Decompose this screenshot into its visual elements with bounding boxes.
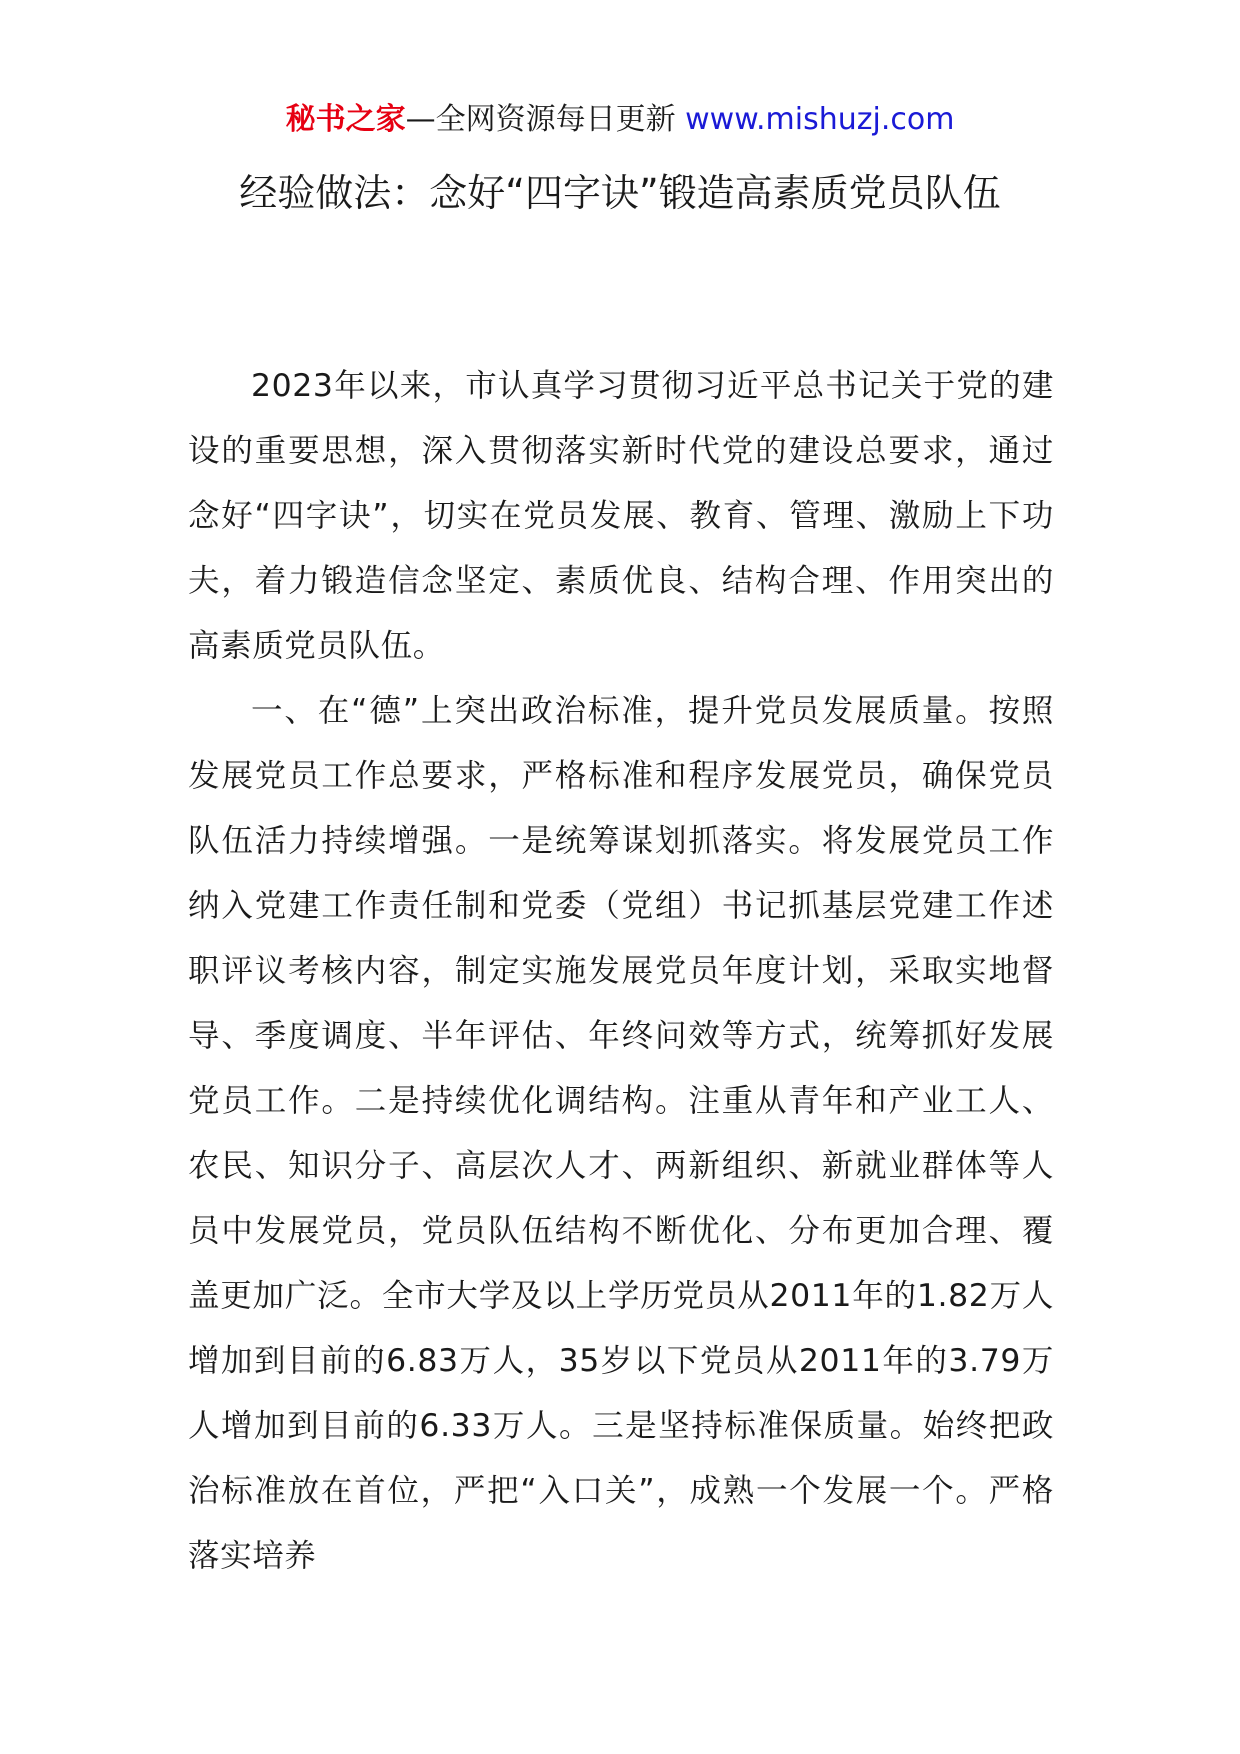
brand-name: 秘书之家 <box>285 102 406 137</box>
header-tagline: —全网资源每日更新 <box>405 102 676 137</box>
watermark-header <box>0 100 1240 140</box>
paragraph-intro: 2023年以来，市认真学习贯彻习近平总书记关于党的建设的重要思想，深入贯彻落实新时代党的建设总要求，通过念好“四字诀”，切实在党员发展、教育、管理、激励上下功夫，着力锻造信念坚定、素质优良、结构合理、作用突出的高素质党员队伍。 <box>188 368 1054 664</box>
document-body <box>188 354 1054 1589</box>
document-title: 经验做法：念好“四字诀”锻造高素质党员队伍 <box>239 171 1001 215</box>
site-url-link[interactable]: www.mishuzj.com <box>685 102 955 137</box>
paragraph-section-one: 一、在“德”上突出政治标准，提升党员发展质量。按照发展党员工作总要求，严格标准和程序发展党员，确保党员队伍活力持续增强。一是统筹谋划抓落实。将发展党员工作纳入党建工作责任制和党委（党组）书记抓基层党建工作述职评议考核内容，制定实施发展党员年度计划，采取实地督导、季度调度、半年评估、年终问效等方式，统筹抓好发展党员工作。二是持续优化调结构。注重从青年和产业工人、农民、知识分子、高层次人才、两新组织、新就业群体等人员中发展党员，党员队伍结构不断优化、分布更加合理、覆盖更加广泛。全市大学及以上学历党员从2011年的1.82万人增加到目前的6.83万人，35岁以下党员从2011年的3.79万人增加到目前的6.33万人。三是坚持标准保质量。始终把政治标准放在首位，严把“入口关”，成熟一个发展一个。严格落实培养 <box>188 693 1054 1574</box>
